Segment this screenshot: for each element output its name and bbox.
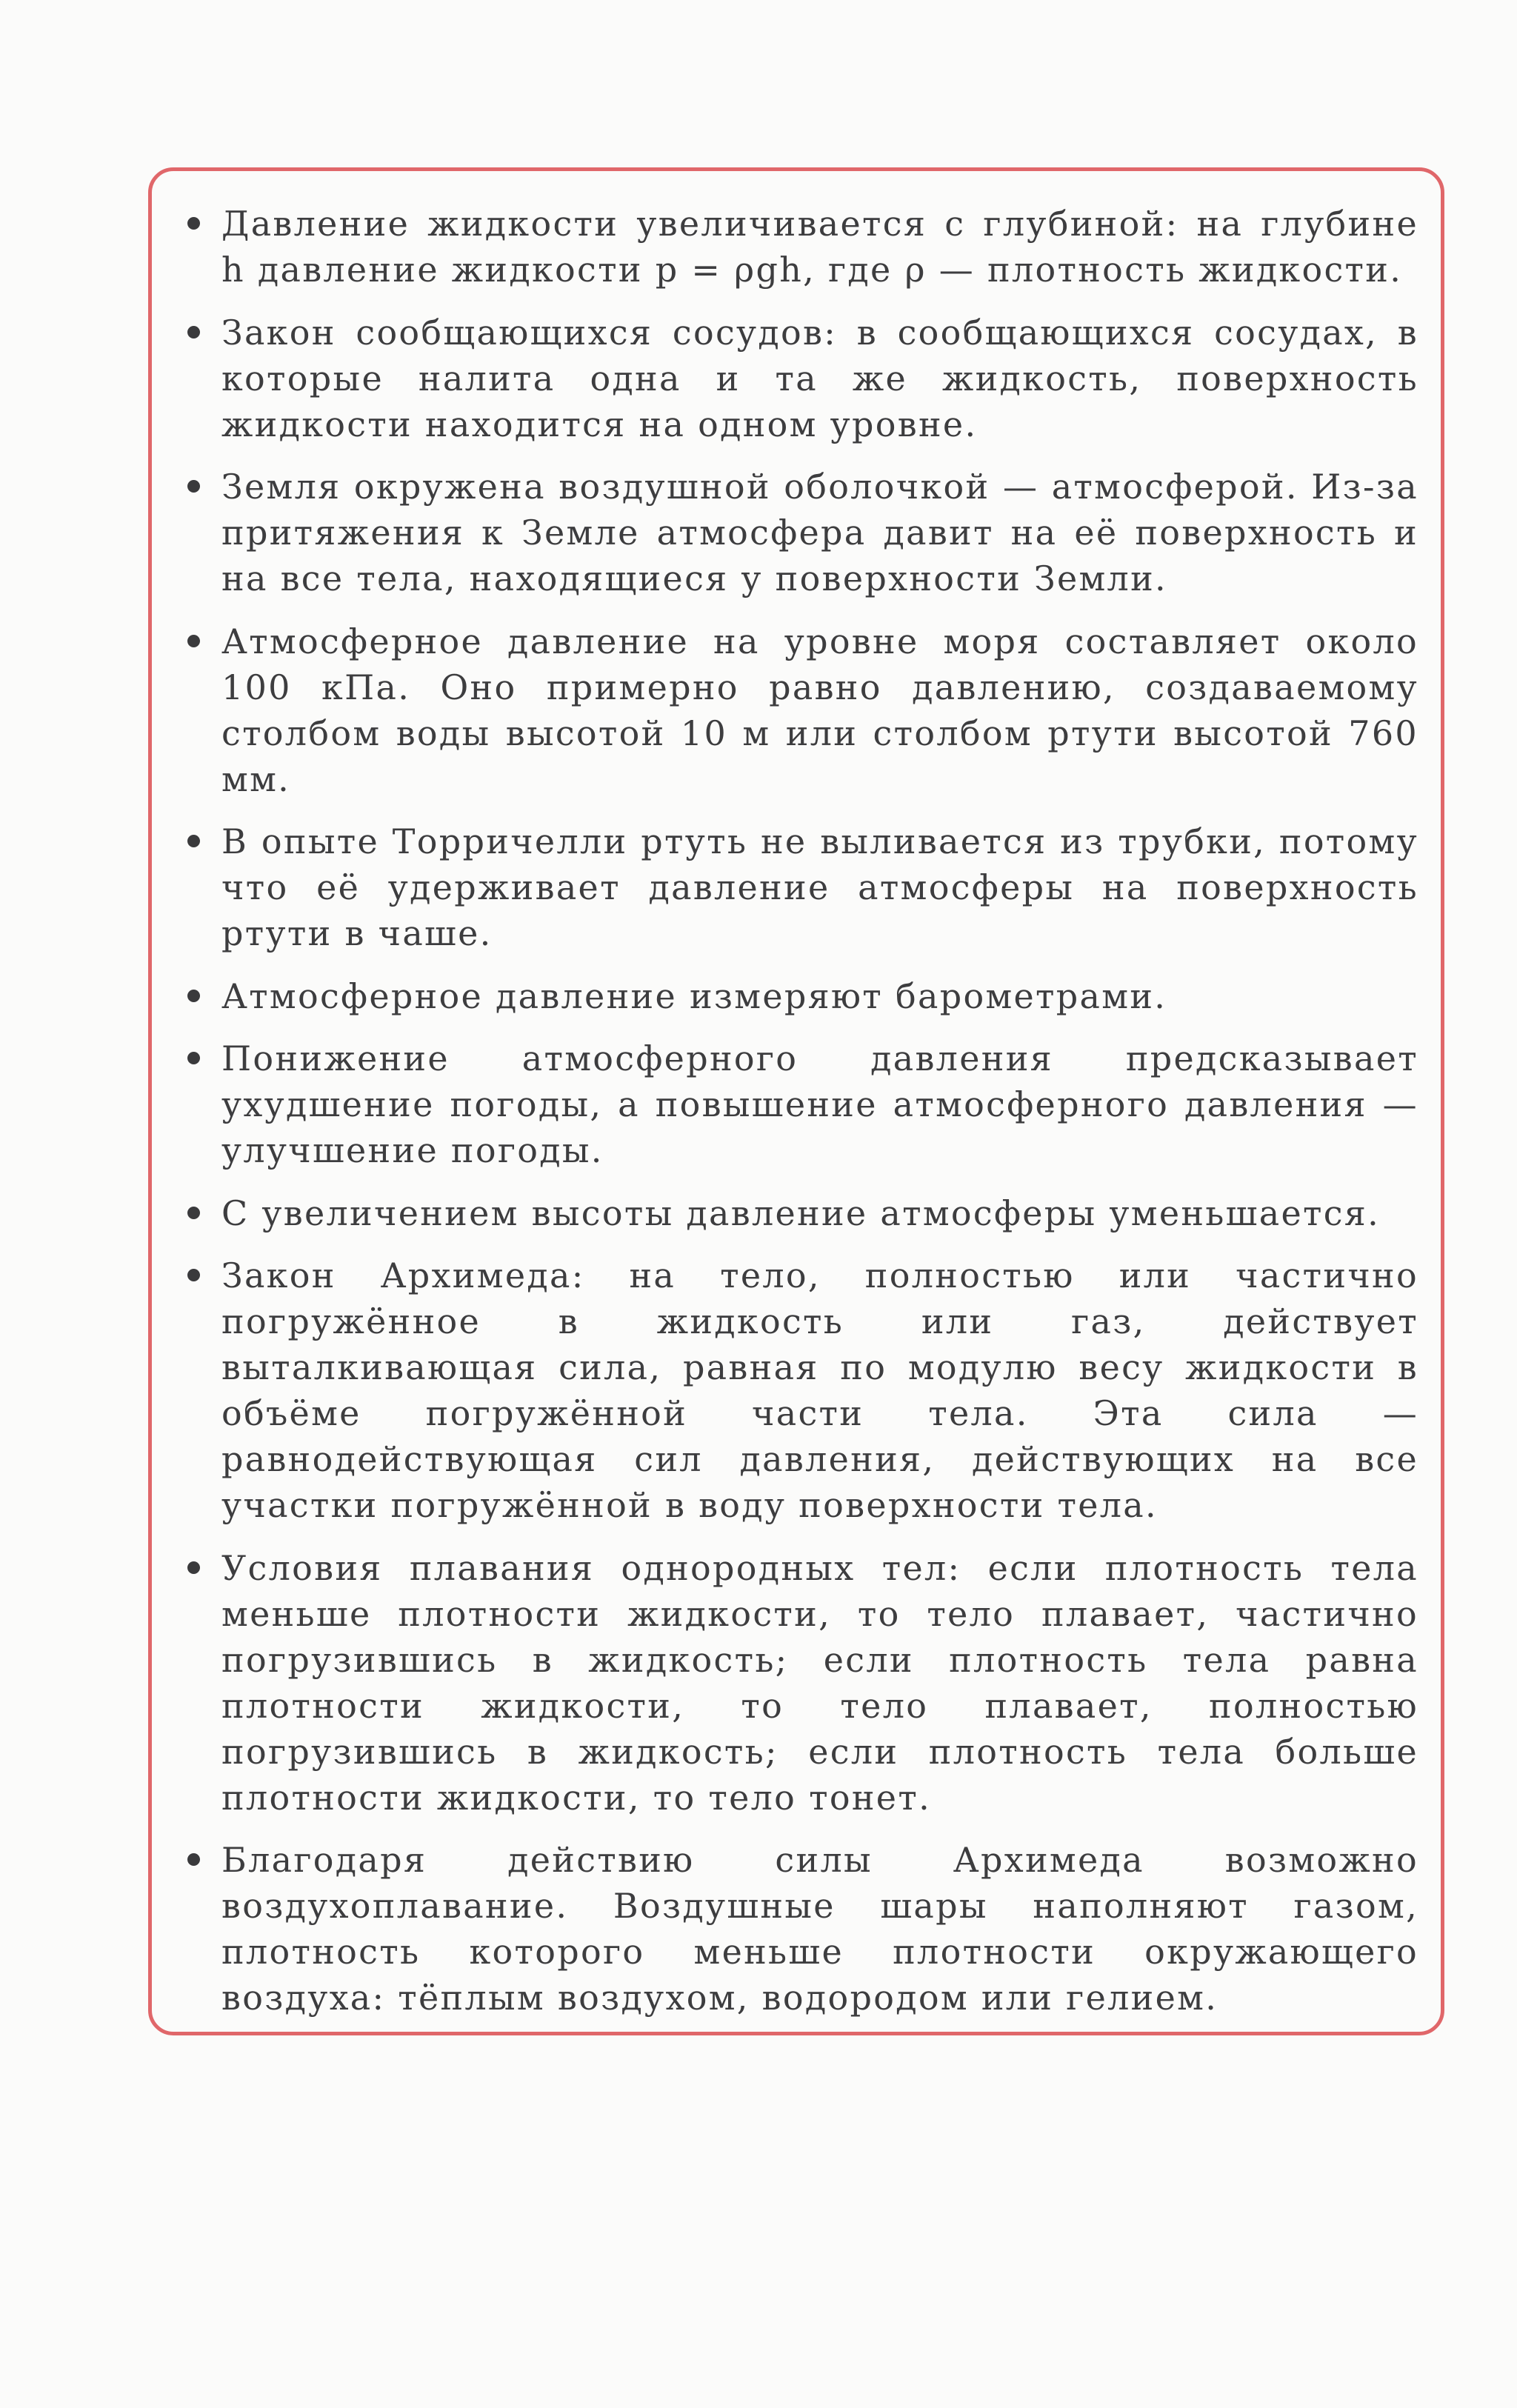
summary-box <box>148 167 1444 2035</box>
summary-item-text: Понижение атмосферного давления предсказывает ухудшение погоды, а повышение атмосферного давления — улучшение погоды. <box>221 1038 1418 1170</box>
summary-item-communicating-vessels <box>183 310 1418 447</box>
bullet-icon <box>187 326 200 338</box>
bullet-icon <box>187 1853 200 1866</box>
bullet-icon <box>187 1052 200 1064</box>
bullet-icon <box>187 635 200 647</box>
summary-item-depth-pressure <box>183 201 1418 293</box>
bullet-icon <box>187 1207 200 1219</box>
summary-item-barometers <box>183 973 1418 1019</box>
bullet-icon <box>187 480 200 493</box>
bullet-icon <box>187 217 200 230</box>
summary-item-text: Давление жидкости увеличивается с глубиной: на глубине h давление жидкости p = ρgh, где ρ — плотность жидкости. <box>221 204 1418 290</box>
summary-item-text: Благодаря действию силы Архимеда возможно воздухоплавание. Воздушные шары наполняют газом, плотность которого меньше плотности окружающего воздуха: тёплым воздухом, водородом или гелием. <box>221 1840 1418 2018</box>
summary-item-floating-conditions <box>183 1545 1418 1821</box>
summary-item-text: Атмосферное давление на уровне моря составляет около 100 кПа. Оно примерно равно давлению, создаваемому столбом воды высотой 10 м или столбом ртути высотой 760 мм. <box>221 621 1418 799</box>
bullet-icon <box>187 1561 200 1574</box>
bullet-icon <box>187 990 200 1002</box>
summary-item-altitude <box>183 1190 1418 1236</box>
summary-item-text: Земля окружена воздушной оболочкой — атмосферой. Из-за притяжения к Земле атмосфера давит на её поверхность и на все тела, находящиеся у поверхности Земли. <box>221 467 1418 598</box>
summary-item-archimedes-law <box>183 1253 1418 1528</box>
summary-item-text: С увеличением высоты давление атмосферы уменьшается. <box>221 1193 1381 1233</box>
summary-item-weather <box>183 1035 1418 1173</box>
summary-item-text: Закон сообщающихся сосудов: в сообщающихся сосудах, в которые налита одна и та же жидкость, поверхность жидкости находится на одном уровне. <box>221 312 1418 444</box>
summary-item-text: Закон Архимеда: на тело, полностью или частично погружённое в жидкость или газ, действует выталкивающая сила, равная по модулю весу жидкости в объёме погружённой части тела. Эта сила — равнодействующая сил давления, действующих на все участки погружённой в воду поверхности тела. <box>221 1255 1418 1525</box>
summary-item-sea-level-pressure <box>183 618 1418 802</box>
summary-item-text: Условия плавания однородных тел: если плотность тела меньше плотности жидкости, то тело плавает, частично погрузившись в жидкость; если плотность тела равна плотности жидкости, то тело плавает, полностью погрузившись в жидкость; если плотность тела больше плотности жидкости, то тело тонет. <box>221 1547 1418 1818</box>
bullet-icon <box>187 1269 200 1281</box>
summary-list <box>183 201 1418 2021</box>
summary-item-torricelli <box>183 818 1418 956</box>
summary-item-aeronautics <box>183 1837 1418 2021</box>
summary-item-text: В опыте Торричелли ртуть не выливается из трубки, потому что её удерживает давление атмосферы на поверхность ртути в чаше. <box>221 821 1418 953</box>
summary-item-atmosphere <box>183 464 1418 601</box>
summary-item-text: Атмосферное давление измеряют барометрами. <box>221 975 1167 1016</box>
bullet-icon <box>187 835 200 847</box>
